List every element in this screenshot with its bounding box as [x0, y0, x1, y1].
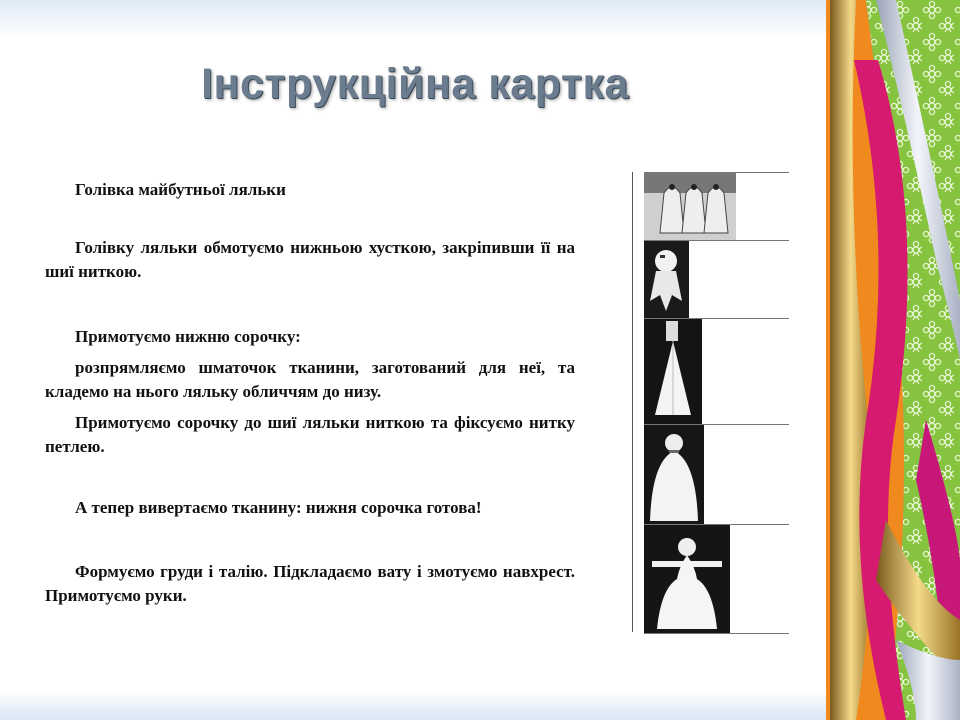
photo-strip — [632, 152, 789, 632]
photo-cell — [644, 524, 789, 634]
photo-doll-heads — [644, 173, 736, 241]
paragraph-turn-fabric: А тепер вивертаємо тканину: нижня сорочка готова! — [75, 498, 482, 517]
paragraph-underskirt-title: Примотуємо нижню сорочку: — [75, 327, 301, 346]
section-heading: Голівка майбутньої ляльки — [75, 180, 286, 199]
photo-arms — [644, 525, 730, 633]
decorative-side-panel — [826, 0, 960, 720]
photo-cell — [644, 318, 789, 425]
photo-cell — [644, 172, 789, 241]
photo-cell — [644, 424, 789, 525]
slide-title: Інструкційна картка — [201, 60, 629, 108]
paragraph-lay-fabric: розпрямляємо шматочок тканини, заготований для неї, та кладемо на нього ляльку обличчям до низу. — [45, 358, 575, 401]
paragraph-wrap-head: Голівку ляльки обмотуємо нижньою хусткою, закріпивши її на шиї ниткою. — [45, 238, 575, 281]
paragraph-tie-shirt: Примотуємо сорочку до шиї ляльки ниткою та фіксуємо нитку петлею. — [45, 413, 575, 456]
photo-cell — [644, 240, 789, 319]
paragraph-form-body: Формуємо груди і талію. Підкладаємо вату і змотуємо навхрест. Примотуємо руки. — [45, 562, 575, 605]
photo-shirt-tied — [644, 425, 704, 525]
photo-underskirt — [644, 319, 702, 425]
photo-wrapped-head — [644, 241, 689, 319]
strip-border — [632, 172, 633, 632]
